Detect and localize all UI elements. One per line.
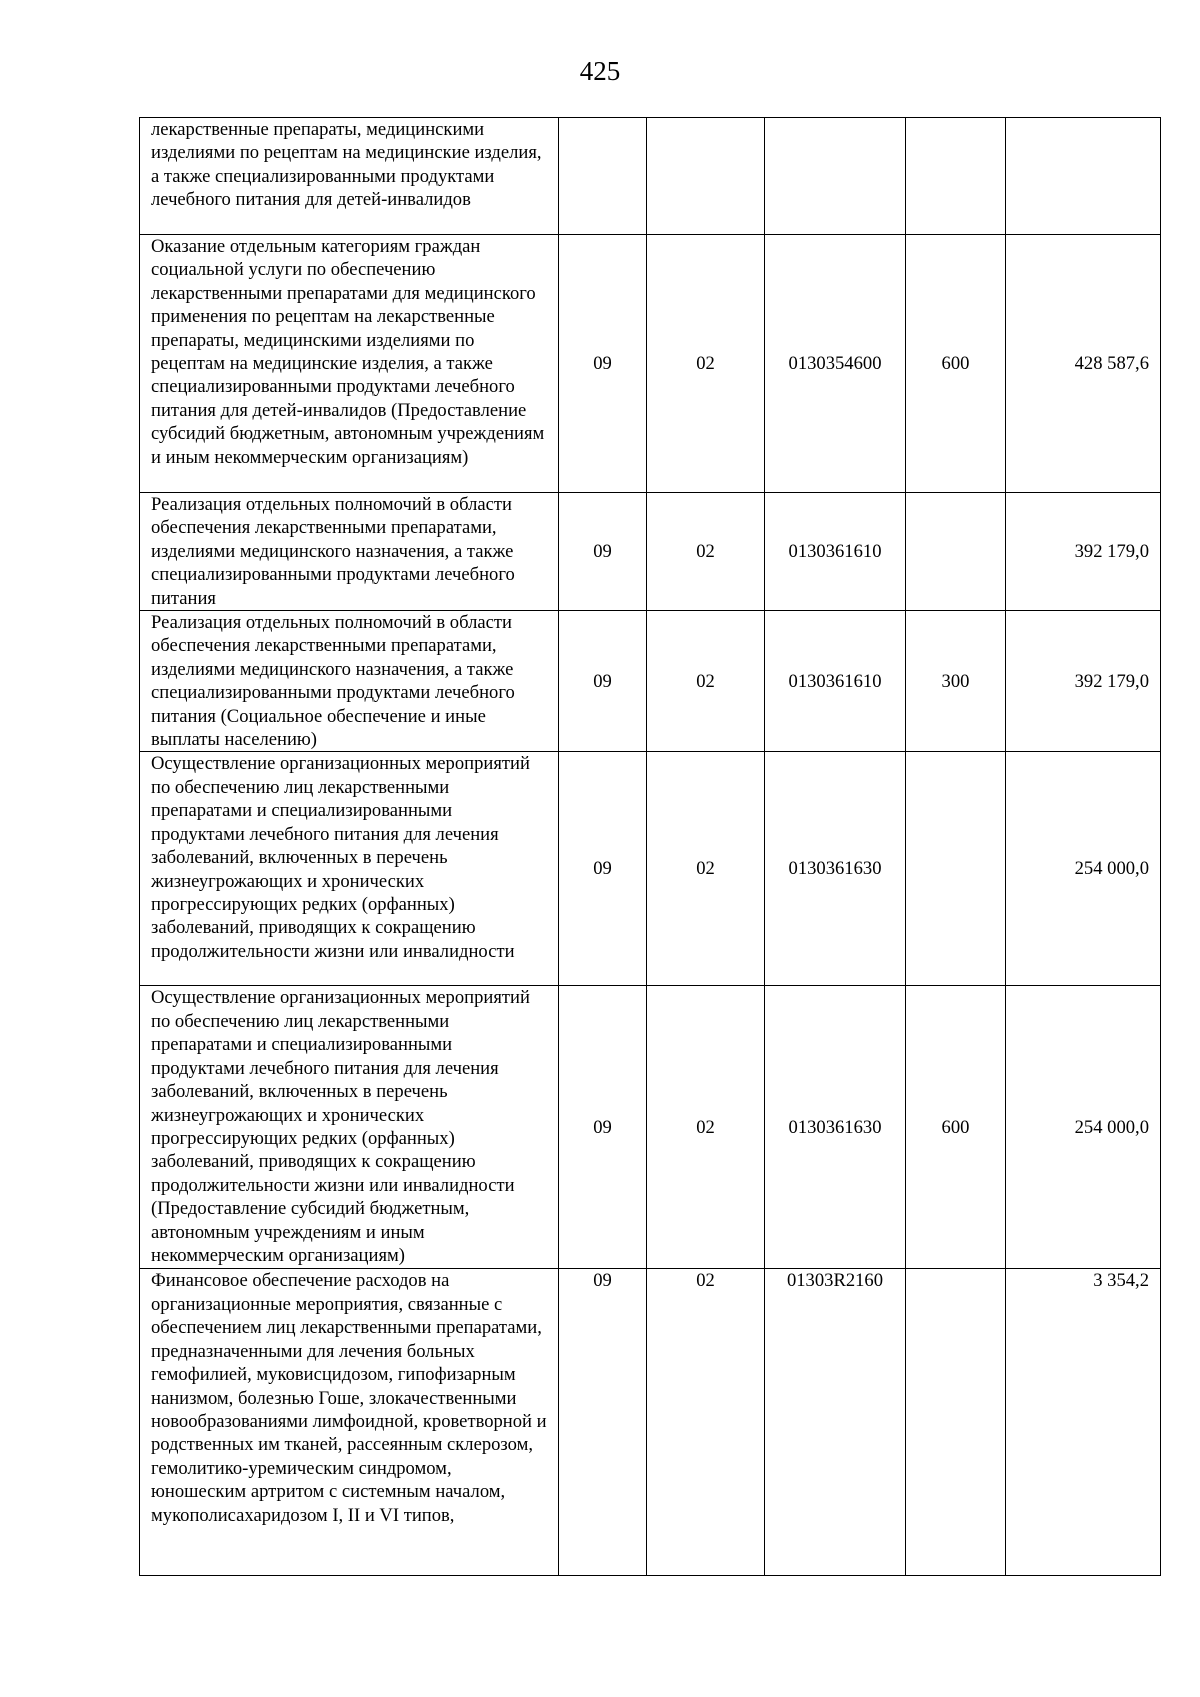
budget-table: [139, 117, 1161, 1576]
row-description: лекарственные препараты, медицинскими изделиями по рецептам на медицинские изделия, а также специализированными продуктами лечебного питания для детей-инвалидов: [140, 118, 559, 235]
row-subsection: [647, 118, 765, 235]
row-amount: 392 179,0: [1006, 611, 1161, 752]
row-subsection: 02: [647, 752, 765, 986]
row-target-article: [765, 118, 906, 235]
row-expense-type: 600: [906, 235, 1006, 493]
row-target-article: 0130361610: [765, 493, 906, 611]
table-row: [140, 986, 1161, 1269]
row-amount: 428 587,6: [1006, 235, 1161, 493]
row-subsection: 02: [647, 611, 765, 752]
row-target-article: 0130361630: [765, 986, 906, 1269]
row-target-article: 0130361630: [765, 752, 906, 986]
table-row: [140, 493, 1161, 611]
row-expense-type: 600: [906, 986, 1006, 1269]
row-description: Осуществление организационных мероприятий по обеспечению лиц лекарственными препаратами и специализированными продуктами лечебного питания для лечения заболеваний, включенных в перечень жизнеугрожающих и хронических прогрессирующих редких (орфанных) заболеваний, приводящих к сокращению продолжительности жизни или инвалидности (Предоставление субсидий бюджетным, автономным учреждениям и иным некоммерческим организациям): [140, 986, 559, 1269]
row-target-article: 01303R2160: [765, 1269, 906, 1576]
row-description: Реализация отдельных полномочий в области обеспечения лекарственными препаратами, изделиями медицинского назначения, а также специализированными продуктами лечебного питания: [140, 493, 559, 611]
row-section: 09: [559, 611, 647, 752]
row-expense-type: [906, 493, 1006, 611]
row-subsection: 02: [647, 493, 765, 611]
table-row: [140, 1269, 1161, 1576]
row-subsection: 02: [647, 235, 765, 493]
row-description: Оказание отдельным категориям граждан социальной услуги по обеспечению лекарственными препаратами для медицинского применения по рецептам на лекарственные препараты, медицинскими изделиями по рецептам на медицинские изделия, а также специализированными продуктами лечебного питания для детей-инвалидов (Предоставление субсидий бюджетным, автономным учреждениям и иным некоммерческим организациям): [140, 235, 559, 493]
row-amount: 254 000,0: [1006, 986, 1161, 1269]
row-subsection: 02: [647, 986, 765, 1269]
row-expense-type: 300: [906, 611, 1006, 752]
row-section: [559, 118, 647, 235]
row-subsection: 02: [647, 1269, 765, 1576]
row-amount: 254 000,0: [1006, 752, 1161, 986]
table-row: [140, 752, 1161, 986]
row-description: Финансовое обеспечение расходов на организационные мероприятия, связанные с обеспечением лиц лекарственными препаратами, предназначенными для лечения больных гемофилией, муковисцидозом, гипофизарным нанизмом, болезнью Гоше, злокачественными новообразованиями лимфоидной, кроветворной и родственных им тканей, рассеянным склерозом, гемолитико-уремическим синдромом, юношеским артритом с системным началом, мукополисахаридозом I, II и VI типов,: [140, 1269, 559, 1576]
row-section: 09: [559, 493, 647, 611]
row-description: Реализация отдельных полномочий в области обеспечения лекарственными препаратами, изделиями медицинского назначения, а также специализированными продуктами лечебного питания (Социальное обеспечение и иные выплаты населению): [140, 611, 559, 752]
row-section: 09: [559, 752, 647, 986]
row-expense-type: [906, 752, 1006, 986]
row-target-article: 0130361610: [765, 611, 906, 752]
row-expense-type: [906, 118, 1006, 235]
row-section: 09: [559, 1269, 647, 1576]
table-row: [140, 235, 1161, 493]
row-section: 09: [559, 235, 647, 493]
table-row: [140, 611, 1161, 752]
table-row: [140, 118, 1161, 235]
row-amount: [1006, 118, 1161, 235]
page-number: 425: [579, 56, 621, 86]
row-amount: 392 179,0: [1006, 493, 1161, 611]
row-description: Осуществление организационных мероприятий по обеспечению лиц лекарственными препаратами и специализированными продуктами лечебного питания для лечения заболеваний, включенных в перечень жизнеугрожающих и хронических прогрессирующих редких (орфанных) заболеваний, приводящих к сокращению продолжительности жизни или инвалидности: [140, 752, 559, 986]
row-target-article: 0130354600: [765, 235, 906, 493]
row-expense-type: [906, 1269, 1006, 1576]
row-amount: 3 354,2: [1006, 1269, 1161, 1576]
row-section: 09: [559, 986, 647, 1269]
